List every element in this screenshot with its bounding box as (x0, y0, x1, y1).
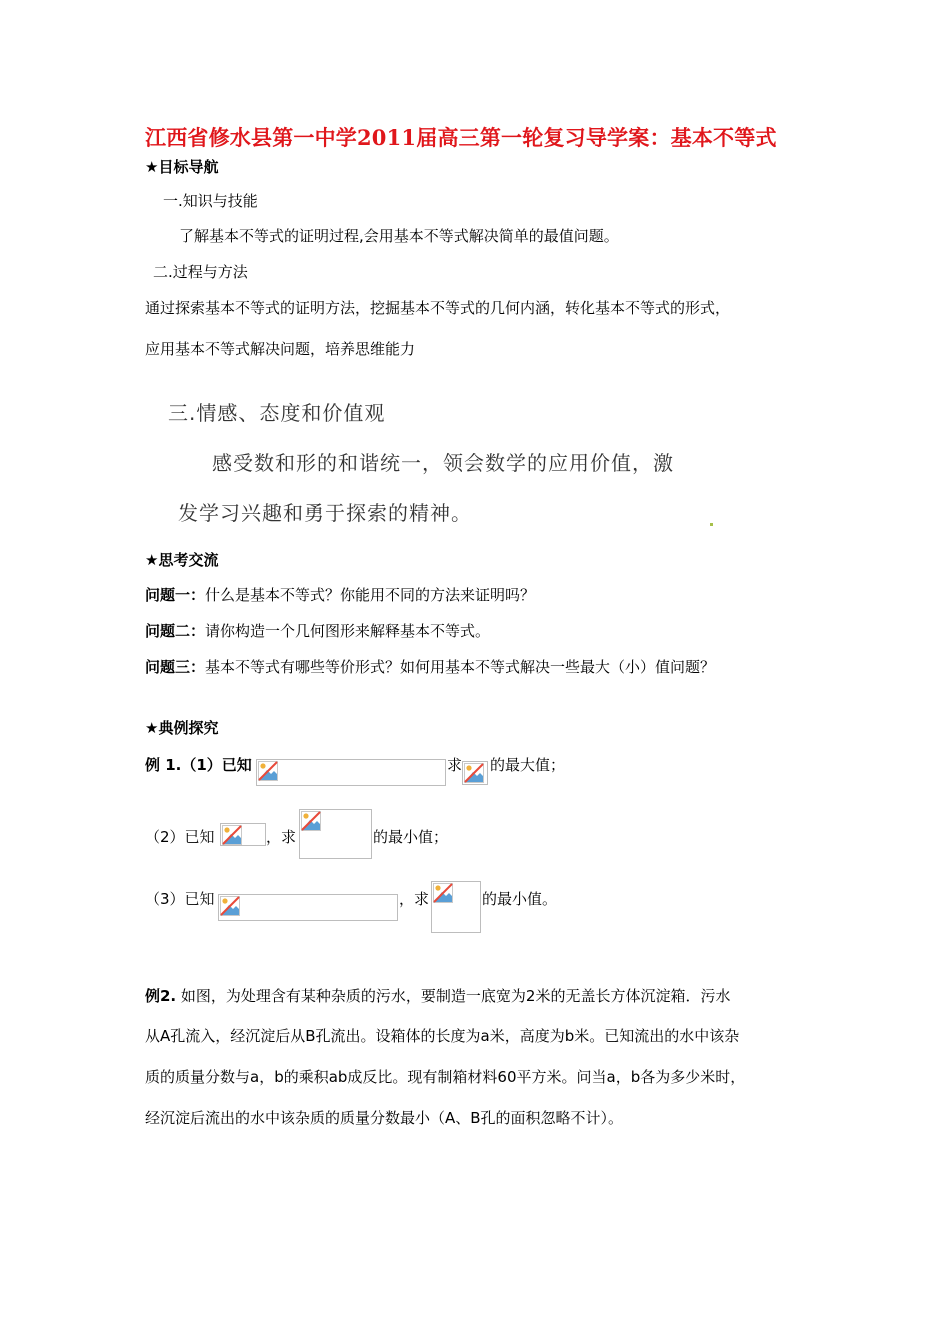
example-1c-start: （3）已知 (145, 890, 215, 908)
example-2-line3: 质的质量分数与a，b的乘积ab成反比。现有制箱材料60平方米。问当a，b各为多少米时， (145, 1068, 746, 1086)
example-1b-end: 的最小值； (373, 828, 449, 846)
formula-image (220, 823, 266, 846)
question-3-label: 问题三： (145, 658, 206, 676)
example-2-line2: 从A孔流入，经沉淀后从B孔流出。设箱体的长度为a米，高度为b米。已知流出的水中该杂 (145, 1027, 740, 1045)
goals-s1-heading: 一.知识与技能 (163, 192, 258, 210)
think-heading: ★思考交流 (145, 551, 219, 569)
example-1-label: 例 1.（1）已知 (145, 756, 252, 774)
goals-s3-line1: 感受数和形的和谐统一，领会数学的应用价值，激 (212, 451, 674, 475)
goals-s3-heading: 三.情感、态度和价值观 (168, 401, 386, 425)
example-1b-start: （2）已知 (145, 828, 215, 846)
question-1 (145, 584, 535, 605)
example-1c-mid: ，求 (399, 890, 430, 908)
goals-heading: ★目标导航 (145, 158, 219, 176)
formula-image (299, 809, 372, 859)
broken-image-icon (464, 763, 484, 783)
examples-heading: ★典例探究 (145, 719, 219, 737)
question-3-text: 基本不等式有哪些等价形式？如何用基本不等式解决一些最大（小）值问题？ (205, 658, 716, 676)
formula-image (218, 894, 398, 921)
broken-image-icon (258, 761, 278, 781)
stray-dot (710, 523, 713, 526)
goals-s3-line2: 发学习兴趣和勇于探索的精神。 (178, 501, 472, 525)
question-1-text: 什么是基本不等式？你能用不同的方法来证明吗？ (205, 586, 536, 604)
example-2-line4: 经沉淀后流出的水中该杂质的质量分数最小（A、B孔的面积忽略不计）。 (145, 1109, 624, 1127)
broken-image-icon (301, 811, 321, 831)
example-1-mid: 求 (447, 756, 463, 774)
formula-image (462, 761, 488, 785)
question-2-label: 问题二： (145, 622, 206, 640)
question-3 (145, 656, 715, 677)
question-2 (145, 620, 490, 641)
page-title: 江西省修水县第一中学2011届高三第一轮复习导学案：基本不等式 (145, 125, 777, 150)
goals-s2-line2: 应用基本不等式解决问题，培养思维能力 (145, 340, 416, 358)
goals-s1-text: 了解基本不等式的证明过程,会用基本不等式解决简单的最值问题。 (179, 227, 619, 245)
question-1-label: 问题一： (145, 586, 206, 604)
broken-image-icon (433, 883, 453, 903)
example-2-line1 (145, 985, 730, 1006)
goals-s2-line1: 通过探索基本不等式的证明方法，挖掘基本不等式的几何内涵，转化基本不等式的形式， (145, 299, 731, 317)
formula-image (256, 759, 446, 786)
example-2-text-1: 如图，为处理含有某种杂质的污水，要制造一底宽为2米的无盖长方体沉淀箱．污水 (180, 987, 731, 1005)
broken-image-icon (220, 896, 240, 916)
goals-s2-heading: 二.过程与方法 (153, 263, 248, 281)
example-2-label: 例2. (145, 987, 177, 1005)
example-1-end: 的最大值； (490, 756, 566, 774)
formula-image (431, 881, 481, 933)
example-1c-end: 的最小值。 (482, 890, 558, 908)
broken-image-icon (222, 825, 242, 845)
question-2-text: 请你构造一个几何图形来解释基本不等式。 (205, 622, 491, 640)
example-1b-mid: ，求 (266, 828, 297, 846)
